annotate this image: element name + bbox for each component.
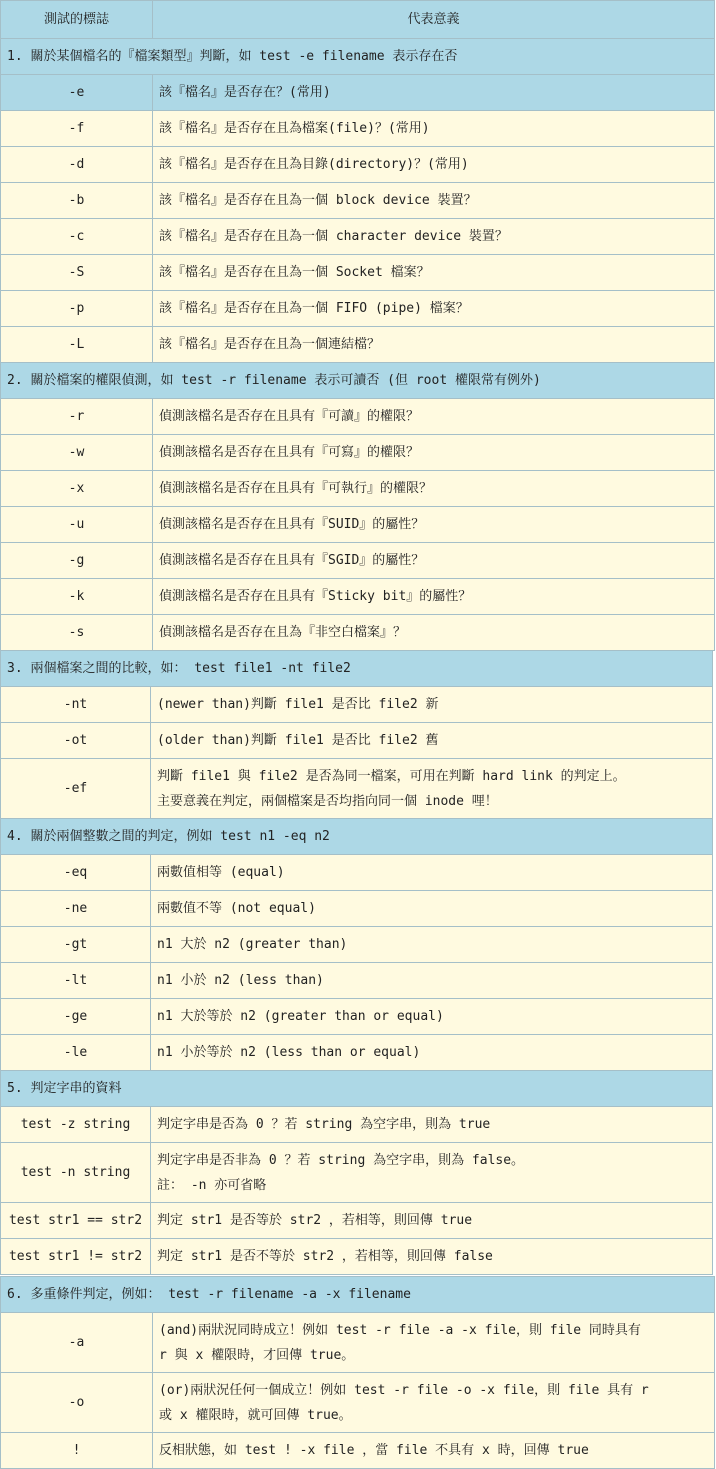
- flag-cell: -ge: [1, 999, 151, 1035]
- section-5-table: [0, 1070, 713, 1275]
- desc-cell: 偵測該檔名是否存在且具有『SUID』的屬性？: [153, 507, 715, 543]
- desc-cell: 該『檔名』是否存在且為檔案(file)？(常用): [153, 111, 715, 147]
- flag-cell: -b: [1, 183, 153, 219]
- desc-line: 判定字串是否非為 0 ？若 string 為空字串，則為 false。: [157, 1152, 525, 1168]
- section-title: 2. 關於檔案的權限偵測，如 test -r filename 表示可讀否 (但 root 權限常有例外): [1, 363, 715, 399]
- table-row: [1, 579, 715, 615]
- desc-cell: [151, 759, 713, 819]
- desc-cell: (older than)判斷 file1 是否比 file2 舊: [151, 723, 713, 759]
- desc-cell: 該『檔名』是否存在且為一個連結檔？: [153, 327, 715, 363]
- table-row: [1, 147, 715, 183]
- desc-cell: 偵測該檔名是否存在且具有『可讀』的權限？: [153, 399, 715, 435]
- section-3-table: [0, 650, 713, 819]
- flag-cell: -u: [1, 507, 153, 543]
- flag-cell: -k: [1, 579, 153, 615]
- section-2-table: [0, 362, 715, 651]
- table-row: [1, 1035, 713, 1071]
- header-col-meaning: 代表意義: [153, 1, 715, 39]
- desc-cell: n1 小於 n2 (less than): [151, 963, 713, 999]
- table-row: [1, 927, 713, 963]
- desc-line: 判斷 file1 與 file2 是否為同一檔案，可用在判斷 hard link 的判定上。: [157, 768, 626, 784]
- desc-cell: 該『檔名』是否存在且為一個 block device 裝置？: [153, 183, 715, 219]
- table-row: [1, 963, 713, 999]
- desc-line: r 與 x 權限時，才回傳 true。: [159, 1347, 355, 1363]
- flag-cell: -o: [1, 1373, 153, 1433]
- desc-cell: [151, 1143, 713, 1203]
- table-row: [1, 399, 715, 435]
- section-heading: [1, 651, 713, 687]
- flag-cell: -nt: [1, 687, 151, 723]
- header-col-flag: 測試的標誌: [1, 1, 153, 39]
- flag-cell: -x: [1, 471, 153, 507]
- desc-cell: 該『檔名』是否存在且為一個 character device 裝置？: [153, 219, 715, 255]
- flag-cell: -eq: [1, 855, 151, 891]
- desc-line: 註： -n 亦可省略: [157, 1177, 267, 1193]
- flag-cell: -s: [1, 615, 153, 651]
- table-row: [1, 1203, 713, 1239]
- desc-line: 或 x 權限時，就可回傳 true。: [159, 1407, 352, 1423]
- table-row: [1, 1373, 715, 1433]
- flag-cell: -a: [1, 1313, 153, 1373]
- flag-cell: !: [1, 1433, 153, 1469]
- table-row: [1, 471, 715, 507]
- table-row: [1, 255, 715, 291]
- table-row: [1, 435, 715, 471]
- desc-cell: 偵測該檔名是否存在且具有『可執行』的權限？: [153, 471, 715, 507]
- flag-cell: -gt: [1, 927, 151, 963]
- flag-cell: test -z string: [1, 1107, 151, 1143]
- table-header-row: [1, 1, 715, 39]
- flag-cell: -ne: [1, 891, 151, 927]
- table-row: [1, 999, 713, 1035]
- section-title: 6. 多重條件判定，例如： test -r filename -a -x filename: [1, 1277, 715, 1313]
- table-row: [1, 1313, 715, 1373]
- desc-cell: n1 大於 n2 (greater than): [151, 927, 713, 963]
- table-row: [1, 219, 715, 255]
- desc-line: (or)兩狀況任何一個成立！例如 test -r file -o -x file，則 file 具有 r: [159, 1382, 649, 1398]
- desc-cell: n1 小於等於 n2 (less than or equal): [151, 1035, 713, 1071]
- flag-cell: -L: [1, 327, 153, 363]
- desc-cell: [153, 1373, 715, 1433]
- table-row: [1, 687, 713, 723]
- section-heading: [1, 1071, 713, 1107]
- flag-cell: -ef: [1, 759, 151, 819]
- desc-cell: 該『檔名』是否存在？(常用): [153, 75, 715, 111]
- flag-cell: -c: [1, 219, 153, 255]
- table-row: [1, 759, 713, 819]
- section-heading: [1, 363, 715, 399]
- desc-cell: (newer than)判斷 file1 是否比 file2 新: [151, 687, 713, 723]
- flag-cell: -le: [1, 1035, 151, 1071]
- section-title: 1. 關於某個檔名的『檔案類型』判斷，如 test -e filename 表示存在否: [1, 39, 715, 75]
- table-row: [1, 507, 715, 543]
- section-heading: [1, 39, 715, 75]
- flag-cell: -e: [1, 75, 153, 111]
- section-heading: [1, 819, 713, 855]
- table-row: [1, 723, 713, 759]
- desc-cell: 偵測該檔名是否存在且具有『Sticky bit』的屬性？: [153, 579, 715, 615]
- flag-cell: -r: [1, 399, 153, 435]
- desc-line: 主要意義在判定，兩個檔案是否均指向同一個 inode 哩！: [157, 793, 498, 809]
- desc-cell: 判定 str1 是否不等於 str2 ，若相等，則回傳 false: [151, 1239, 713, 1275]
- table-row: [1, 1143, 713, 1203]
- section-6-table: [0, 1276, 715, 1469]
- flag-cell: -d: [1, 147, 153, 183]
- table-row: [1, 111, 715, 147]
- flag-cell: test -n string: [1, 1143, 151, 1203]
- table-row: [1, 183, 715, 219]
- desc-cell: 兩數值相等 (equal): [151, 855, 713, 891]
- flag-cell: -p: [1, 291, 153, 327]
- desc-cell: 兩數值不等 (not equal): [151, 891, 713, 927]
- flag-cell: -w: [1, 435, 153, 471]
- flag-cell: test str1 != str2: [1, 1239, 151, 1275]
- table-row: [1, 855, 713, 891]
- flag-cell: test str1 == str2: [1, 1203, 151, 1239]
- desc-line: (and)兩狀況同時成立！例如 test -r file -a -x file，則 file 同時具有: [159, 1322, 641, 1338]
- desc-cell: 該『檔名』是否存在且為目錄(directory)？(常用): [153, 147, 715, 183]
- table-row: [1, 1107, 713, 1143]
- section-4-table: [0, 818, 713, 1071]
- desc-cell: 反相狀態，如 test ! -x file ，當 file 不具有 x 時，回傳 true: [153, 1433, 715, 1469]
- table-row: [1, 75, 715, 111]
- table-row: [1, 291, 715, 327]
- section-title: 5. 判定字串的資料: [1, 1071, 713, 1107]
- section-heading: [1, 1277, 715, 1313]
- flag-cell: -ot: [1, 723, 151, 759]
- desc-cell: 偵測該檔名是否存在且為『非空白檔案』？: [153, 615, 715, 651]
- desc-cell: 判定 str1 是否等於 str2 ，若相等，則回傳 true: [151, 1203, 713, 1239]
- desc-cell: 該『檔名』是否存在且為一個 FIFO (pipe) 檔案？: [153, 291, 715, 327]
- desc-cell: 偵測該檔名是否存在且具有『SGID』的屬性？: [153, 543, 715, 579]
- section-title: 3. 兩個檔案之間的比較，如： test file1 -nt file2: [1, 651, 713, 687]
- flag-cell: -g: [1, 543, 153, 579]
- desc-cell: 偵測該檔名是否存在且具有『可寫』的權限？: [153, 435, 715, 471]
- flag-cell: -f: [1, 111, 153, 147]
- desc-cell: n1 大於等於 n2 (greater than or equal): [151, 999, 713, 1035]
- section-1-table: [0, 0, 715, 363]
- section-title: 4. 關於兩個整數之間的判定，例如 test n1 -eq n2: [1, 819, 713, 855]
- flag-cell: -S: [1, 255, 153, 291]
- desc-cell: 判定字串是否為 0 ？若 string 為空字串，則為 true: [151, 1107, 713, 1143]
- desc-cell: [153, 1313, 715, 1373]
- table-row: [1, 1433, 715, 1469]
- flag-cell: -lt: [1, 963, 151, 999]
- table-row: [1, 327, 715, 363]
- table-row: [1, 1239, 713, 1275]
- table-row: [1, 891, 713, 927]
- table-row: [1, 615, 715, 651]
- desc-cell: 該『檔名』是否存在且為一個 Socket 檔案？: [153, 255, 715, 291]
- table-row: [1, 543, 715, 579]
